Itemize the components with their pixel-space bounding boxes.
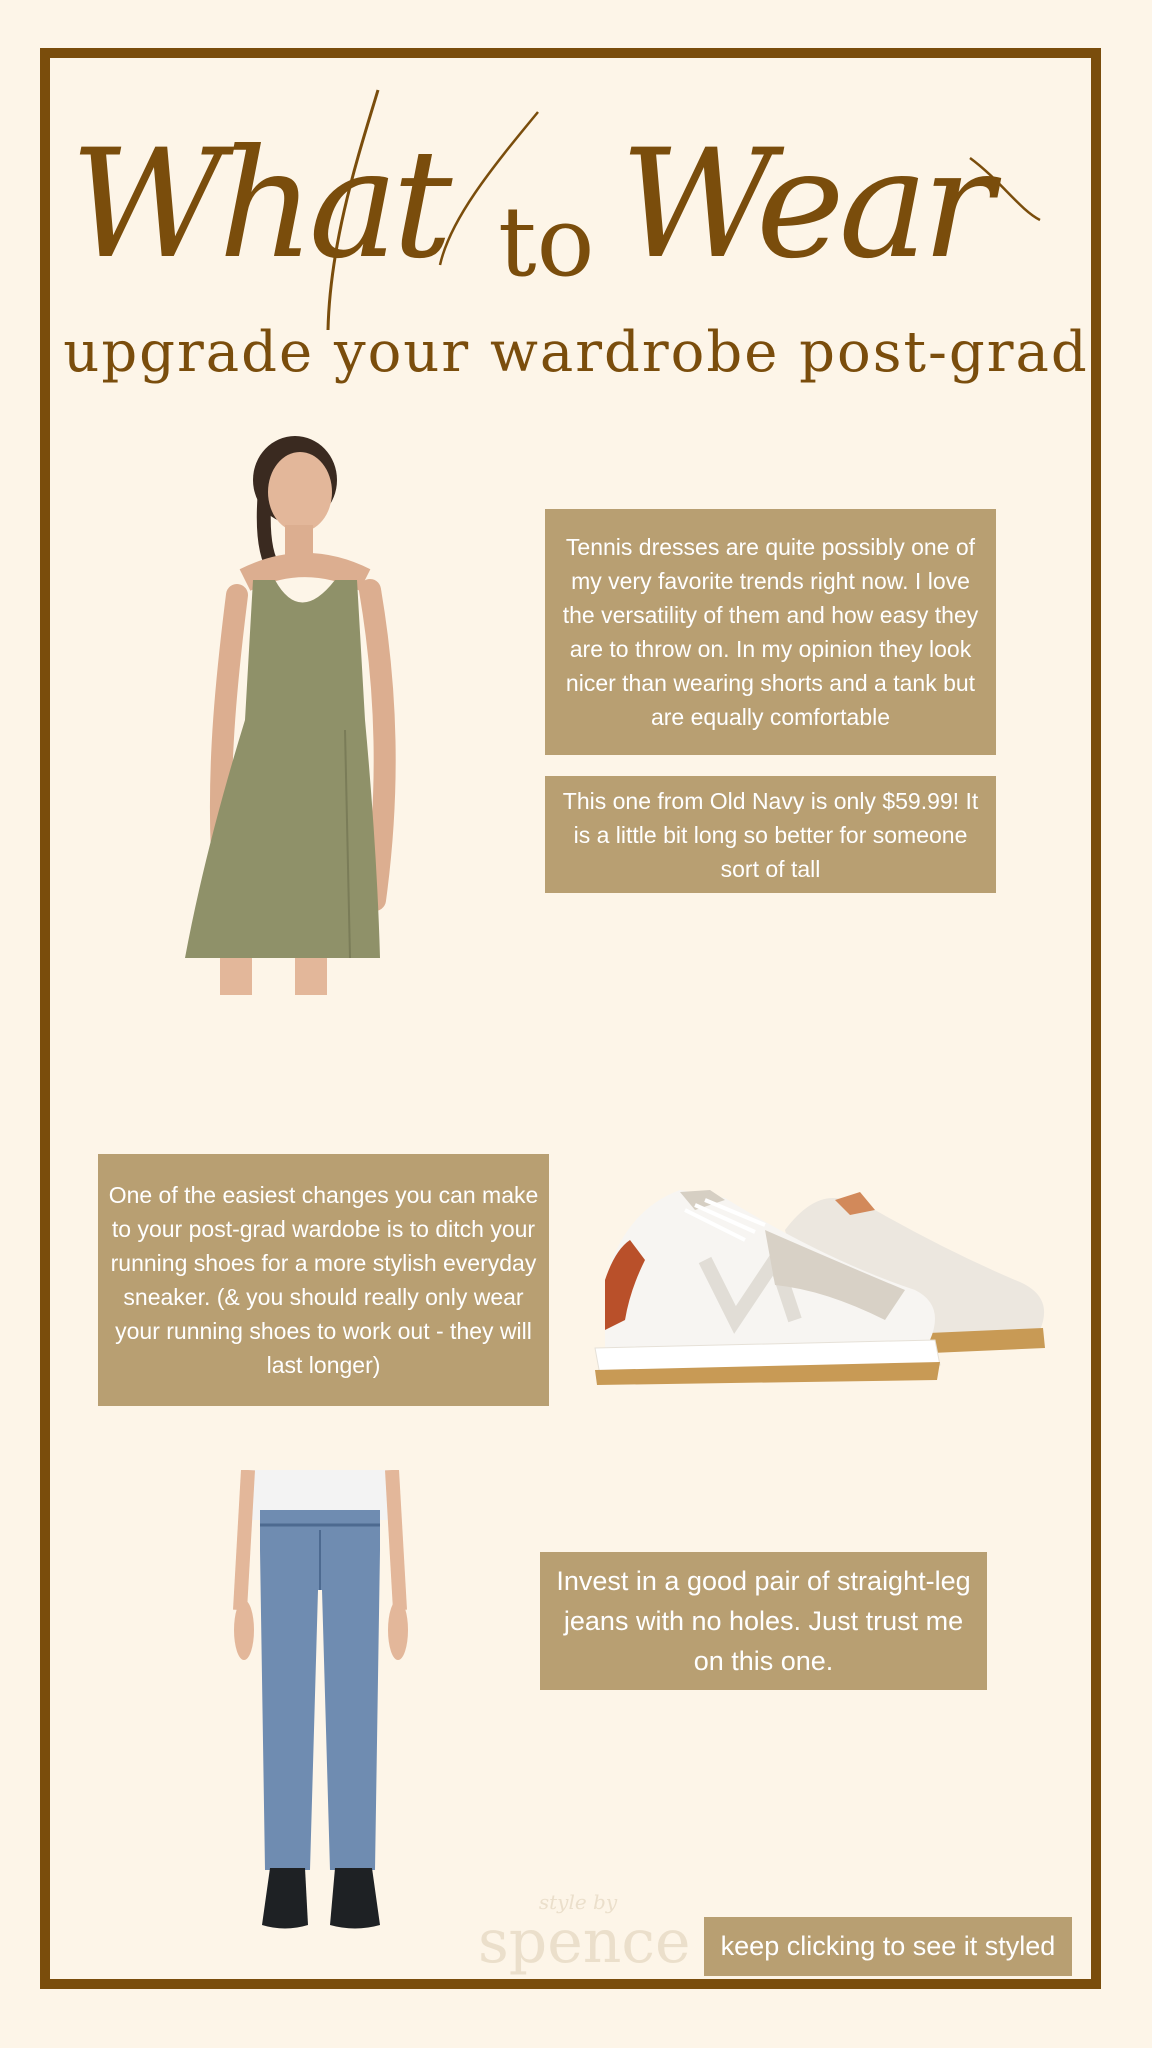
page-subtitle: upgrade your wardrobe post-grad [63,320,1089,385]
page-title [60,70,1060,340]
dress-description: Tennis dresses are quite possibly one of my very favorite trends right now. I love the versatility of them and how easy they are to throw on. In my opinion they look nicer than wearing shorts and a tank but are equally comfortable [545,509,996,755]
sneakers-image[interactable] [585,1170,1050,1390]
straight-leg-jeans-image[interactable] [230,1470,410,1930]
jeans-description: Invest in a good pair of straight-leg jeans with no holes. Just trust me on this one. [540,1552,987,1690]
tennis-dress-image[interactable] [165,430,405,995]
keep-clicking-button[interactable]: keep clicking to see it styled [704,1917,1072,1976]
dress-price-note: This one from Old Navy is only $59.99! It is a little bit long so better for someone sort of tall [545,776,996,893]
title-what: What [70,118,447,292]
brand-watermark: style by spence [478,1890,691,1977]
title-wear: Wear [620,118,988,292]
sneakers-description: One of the easiest changes you can make to your post-grad wardobe is to ditch your running shoes for a more stylish everyday sneaker. (& you should really only wear your running shoes to work out - they will last longer) [98,1154,549,1406]
title-to: to [498,186,595,298]
